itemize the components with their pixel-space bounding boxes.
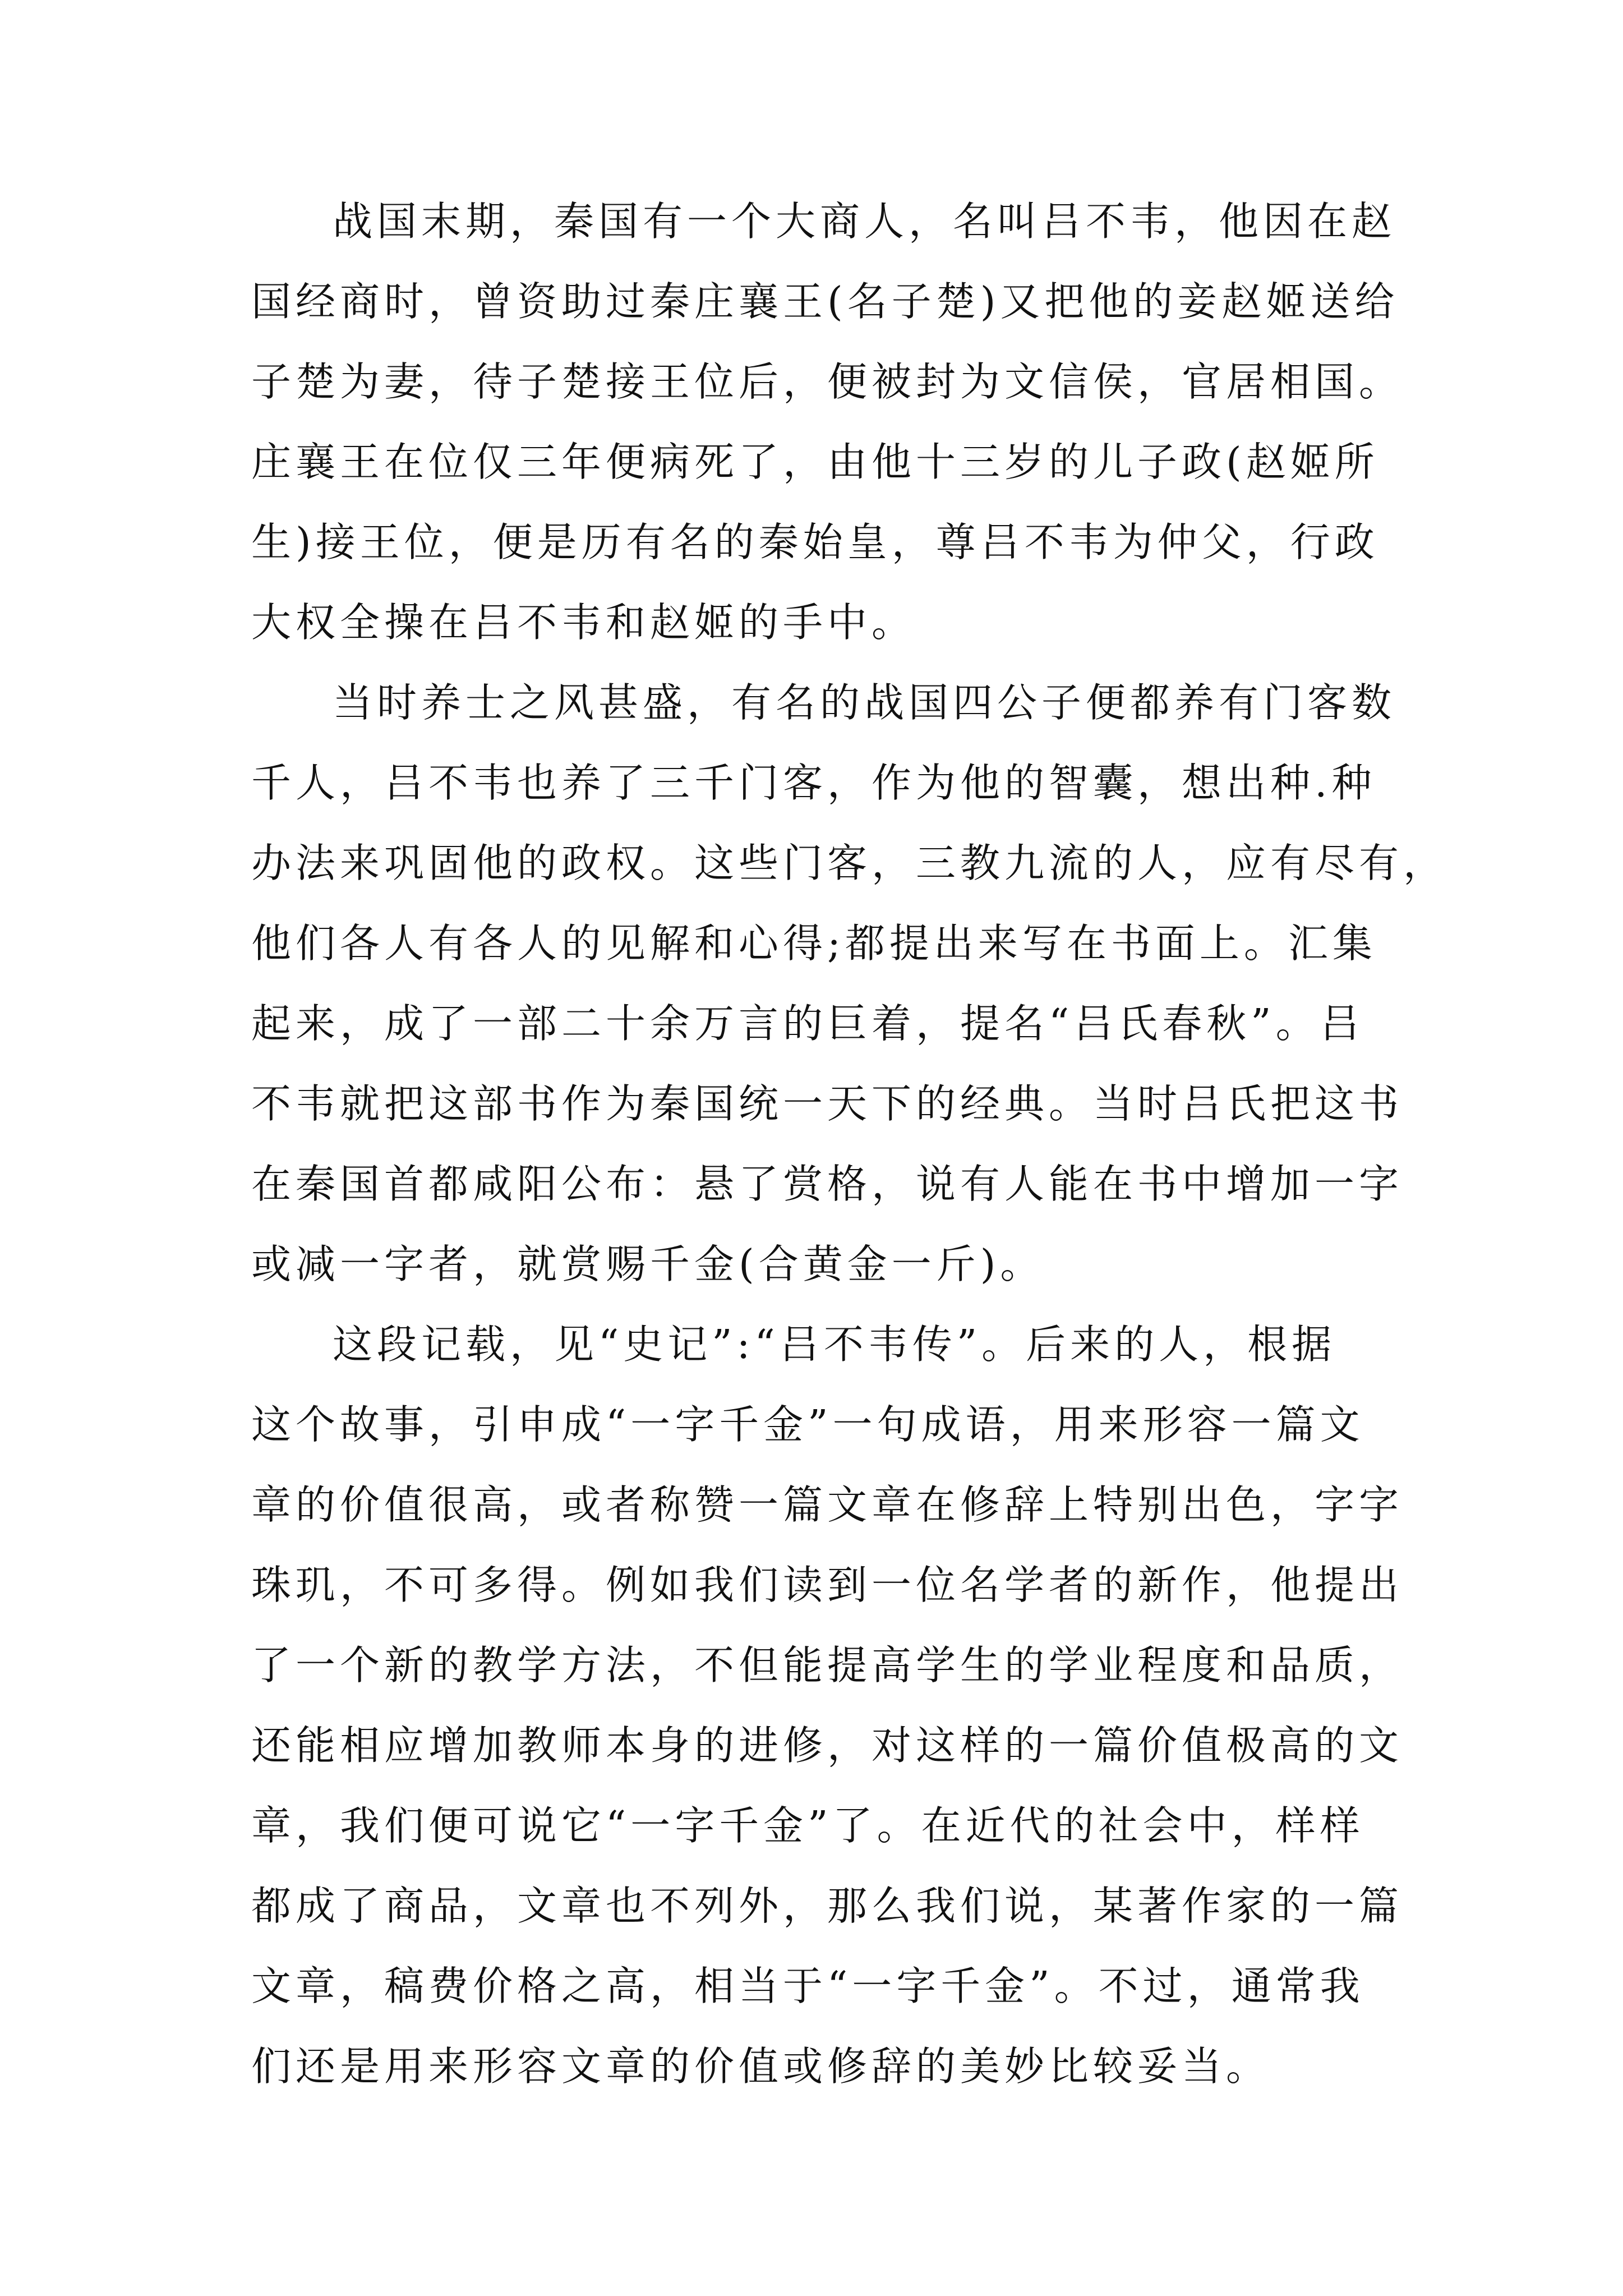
- text-line: 在秦国首都咸阳公布：悬了赏格，说有人能在书中增加一字: [251, 1161, 1404, 1207]
- text-line: 国经商时，曾资助过秦庄襄王(名子楚)又把他的妾赵姬送给: [251, 278, 1399, 325]
- text-line: 了一个新的教学方法，不但能提高学生的学业程度和品质，: [251, 1642, 1404, 1688]
- text-line: 珠玑，不可多得。例如我们读到一位名学者的新作，他提出: [251, 1562, 1404, 1608]
- text-line: 都成了商品，文章也不列外，那么我们说，某著作家的一篇: [251, 1883, 1404, 1929]
- text-line: 他们各人有各人的见解和心得;都提出来写在书面上。汇集: [251, 920, 1377, 967]
- text-line: 办法来巩固他的政权。这些门客，三教九流的人，应有尽有，: [251, 840, 1448, 886]
- text-line: 或减一字者，就赏赐千金(合黄金一斤)。: [251, 1241, 1045, 1287]
- text-line: 战国末期，秦国有一个大商人，名叫吕不韦，他因在赵: [333, 198, 1396, 245]
- text-line: 不韦就把这部书作为秦国统一天下的经典。当时吕氏把这书: [251, 1080, 1404, 1127]
- text-line: 千人，吕不韦也养了三千门客，作为他的智囊，想出种.种: [251, 760, 1376, 806]
- text-line: 章的价值很高，或者称赞一篇文章在修辞上特别出色，字字: [251, 1481, 1404, 1528]
- text-line: 子楚为妻，待子楚接王位后，便被封为文信侯，官居相国。: [251, 358, 1404, 405]
- text-line: 这段记载，见“史记”:“吕不韦传”。后来的人，根据: [333, 1321, 1336, 1368]
- text-line: 大权全操在吕不韦和赵姬的手中。: [251, 599, 916, 646]
- text-line: 章，我们便可说它“一字千金”了。在近代的社会中，样样: [251, 1802, 1364, 1849]
- text-line: 庄襄王在位仅三年便病死了，由他十三岁的儿子政(赵姬所: [251, 439, 1379, 485]
- text-line: 当时养士之风甚盛，有名的战国四公子便都养有门客数: [333, 679, 1396, 726]
- text-line: 起来，成了一部二十余万言的巨着，提名“吕氏春秋”。吕: [251, 1000, 1364, 1047]
- text-line: 生)接王位，便是历有名的秦始皇，尊吕不韦为仲父，行政: [251, 519, 1379, 565]
- text-line: 文章，稿费价格之高，相当于“一字千金”。不过，通常我: [251, 1963, 1364, 2009]
- text-line: 还能相应增加教师本身的进修，对这样的一篇价值极高的文: [251, 1722, 1404, 1769]
- text-line: 这个故事，引申成“一字千金”一句成语，用来形容一篇文: [251, 1401, 1364, 1448]
- text-line: 们还是用来形容文章的价值或修辞的美妙比较妥当。: [251, 2043, 1271, 2090]
